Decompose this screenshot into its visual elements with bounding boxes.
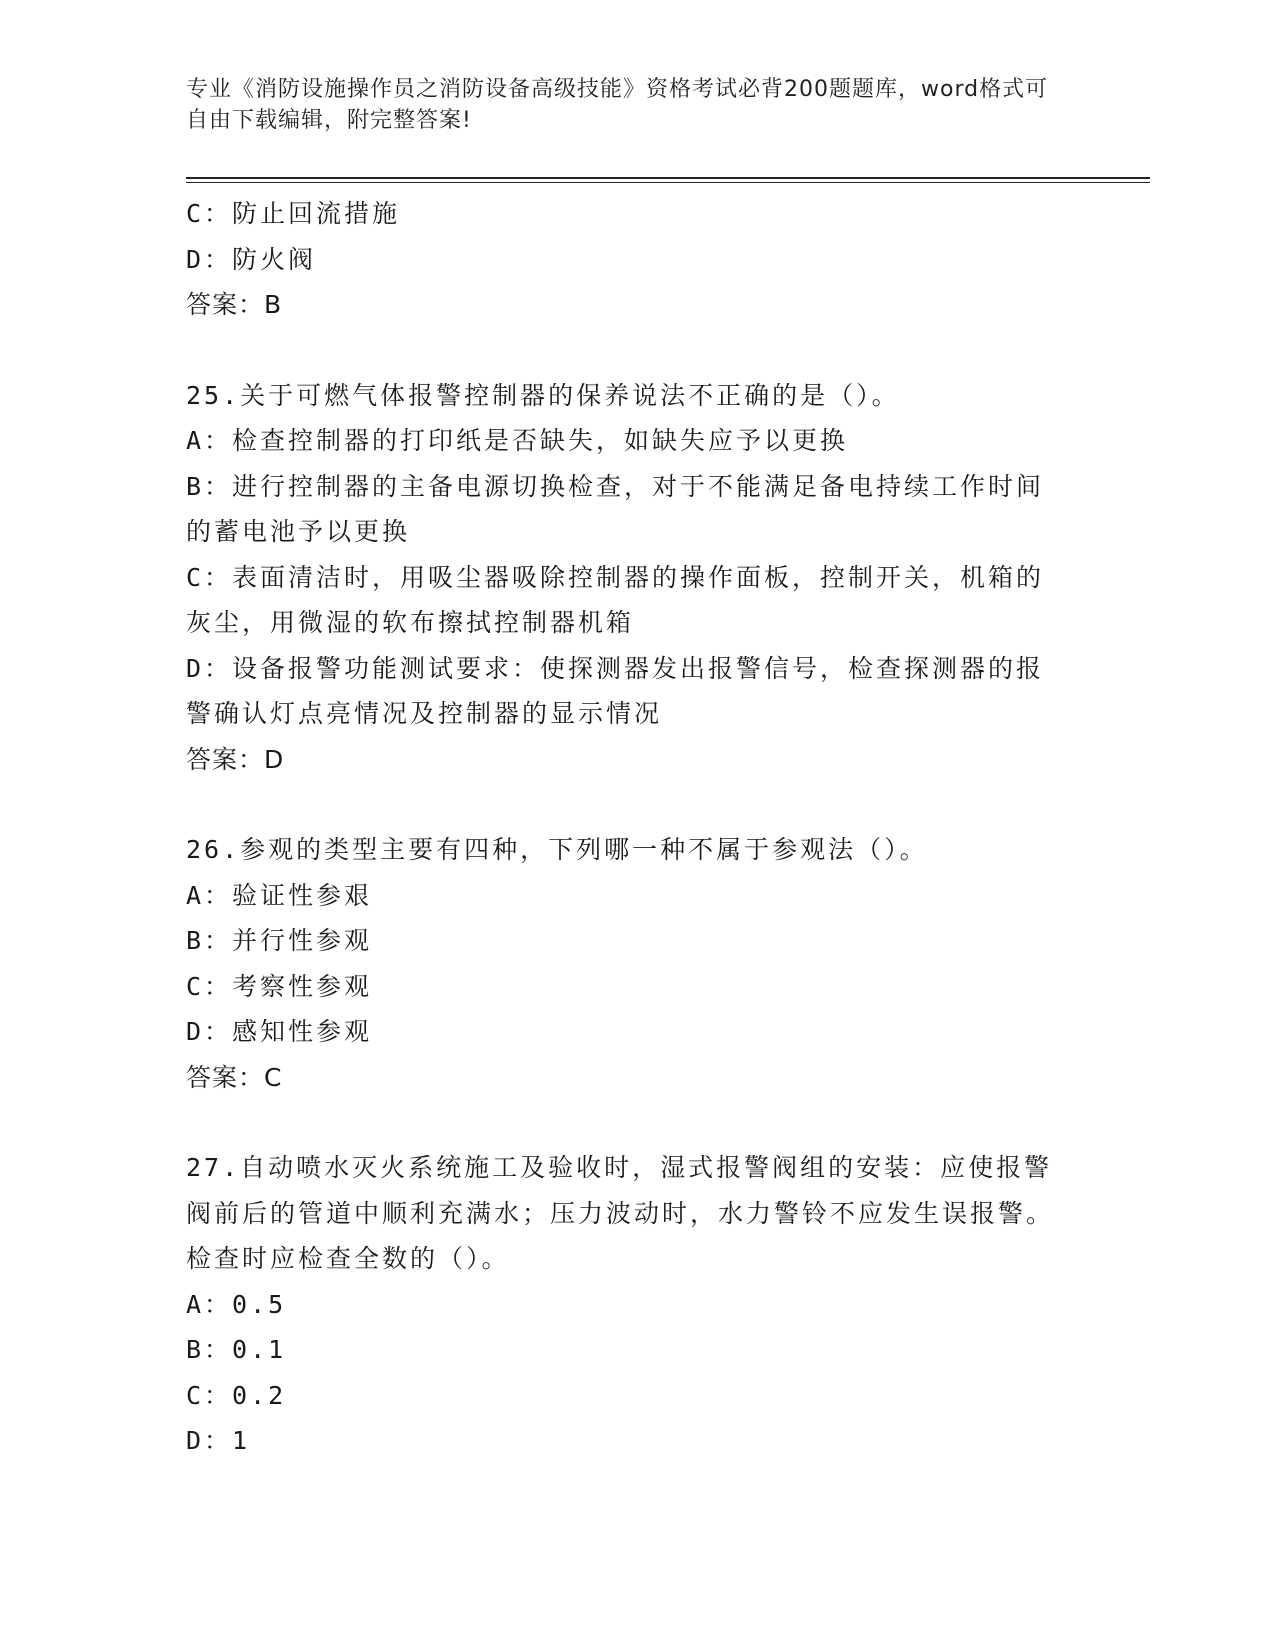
question-stem: 26.参观的类型主要有四种，下列哪一种不属于参观法（）。 (186, 835, 928, 864)
prev-question-option-c: C：防止回流措施 (186, 199, 401, 228)
prev-question-option-d: D：防火阀 (186, 244, 317, 274)
question-27 (186, 1145, 1066, 1464)
question-option-b: B：进行控制器的主备电源切换检查，对于不能满足备电持续工作时间的蓄电池予以更换 (186, 471, 1045, 546)
question-25 (186, 373, 1066, 783)
header-divider-thick (186, 177, 1150, 179)
question-option-b: B：并行性参观 (186, 926, 373, 955)
question-26 (186, 827, 1066, 1100)
question-option-a: A：验证性参艰 (186, 880, 373, 910)
question-option-c: C：表面清洁时，用吸尘器吸除控制器的操作面板，控制开关，机箱的灰尘，用微湿的软布擦拭控制器机箱 (186, 562, 1045, 637)
question-stem: 27.自动喷水灭火系统施工及验收时，湿式报警阀组的安装：应使报警阀前后的管道中顺利充满水；压力波动时，水力警铃不应发生误报警。检查时应检查全数的（）。 (186, 1153, 1055, 1273)
prev-question-answer: 答案：B (186, 290, 283, 319)
question-answer: 答案：D (186, 744, 285, 774)
question-option-c: C：0.2 (186, 1380, 287, 1410)
question-stem: 25.关于可燃气体报警控制器的保养说法不正确的是（）。 (186, 380, 900, 410)
question-option-d: D：感知性参观 (186, 1017, 373, 1046)
page-header-title: 专业《消防设施操作员之消防设备高级技能》资格考试必背200题题库，word格式可自由下载编辑，附完整答案! (186, 77, 1049, 133)
question-option-d: D：1 (186, 1426, 251, 1455)
header-divider-thin (186, 182, 1150, 183)
question-option-d: D：设备报警功能测试要求：使探测器发出报警信号，检查探测器的报警确认灯点亮情况及控制器的显示情况 (186, 653, 1045, 728)
question-list (186, 191, 1066, 1464)
question-option-b: B：0.1 (186, 1335, 287, 1364)
question-option-c: C：考察性参观 (186, 971, 373, 1001)
question-option-a: A：检查控制器的打印纸是否缺失，如缺失应予以更换 (186, 426, 849, 455)
question-option-a: A：0.5 (186, 1289, 287, 1319)
question-answer: 答案：C (186, 1062, 283, 1092)
